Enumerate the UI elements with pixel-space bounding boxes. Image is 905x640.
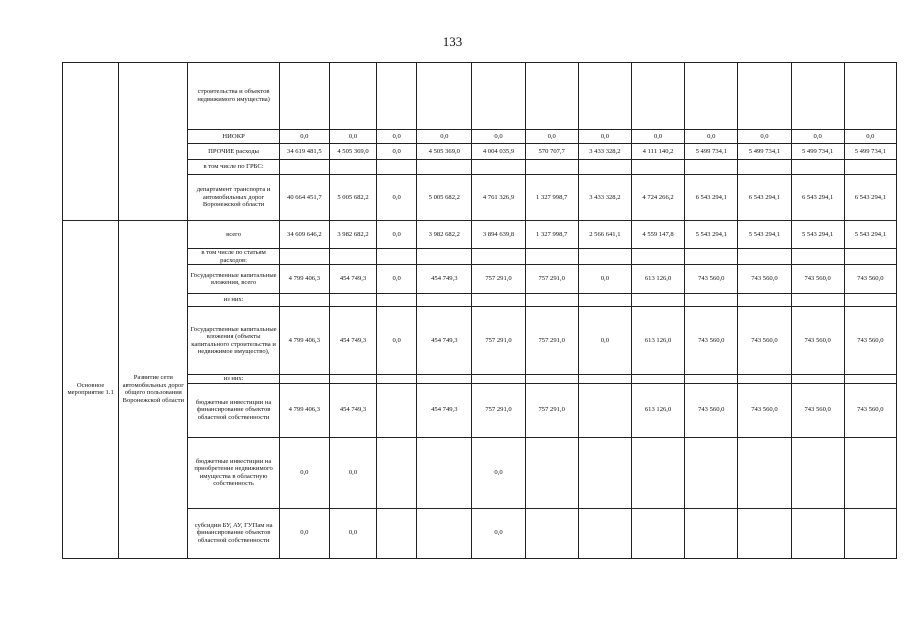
value-cell <box>578 437 631 508</box>
page-number: 133 <box>442 34 463 49</box>
value-cell: 454 749,3 <box>417 307 472 375</box>
value-cell: 3 894 639,8 <box>472 221 525 249</box>
value-cell: 3 982 682,2 <box>329 221 376 249</box>
value-cell: 0,0 <box>791 130 844 144</box>
value-cell: 613 126,0 <box>631 265 684 294</box>
value-cell: 0,0 <box>472 437 525 508</box>
value-cell <box>377 294 417 307</box>
value-cell: 570 707,7 <box>525 144 578 160</box>
value-cell <box>329 294 376 307</box>
value-cell: 0,0 <box>685 130 738 144</box>
value-cell <box>578 375 631 384</box>
value-cell: 34 619 481,5 <box>279 144 329 160</box>
value-cell <box>279 63 329 130</box>
value-cell: 4 505 369,0 <box>329 144 376 160</box>
value-cell: 743 560,0 <box>738 307 791 375</box>
table-row <box>63 437 897 508</box>
value-cell: 1 327 998,7 <box>525 221 578 249</box>
value-cell <box>738 249 791 265</box>
table-row <box>63 221 897 249</box>
value-cell: 4 799 406,3 <box>279 383 329 437</box>
value-cell: 4 799 406,3 <box>279 265 329 294</box>
value-cell: 0,0 <box>578 130 631 144</box>
value-cell <box>377 375 417 384</box>
value-cell <box>631 160 684 175</box>
value-cell: 3 982 682,2 <box>417 221 472 249</box>
value-cell: 757 291,0 <box>472 265 525 294</box>
row-label: всего <box>188 221 279 249</box>
value-cell <box>417 437 472 508</box>
value-cell <box>525 437 578 508</box>
value-cell: 743 560,0 <box>844 307 896 375</box>
value-cell: 0,0 <box>377 144 417 160</box>
value-cell <box>377 383 417 437</box>
value-cell: 0,0 <box>377 221 417 249</box>
value-cell <box>329 249 376 265</box>
value-cell: 454 749,3 <box>329 307 376 375</box>
value-cell <box>685 437 738 508</box>
value-cell: 0,0 <box>631 130 684 144</box>
value-cell <box>791 63 844 130</box>
value-cell <box>844 160 896 175</box>
value-cell <box>738 63 791 130</box>
table-row <box>63 294 897 307</box>
table-row <box>63 375 897 384</box>
value-cell <box>472 63 525 130</box>
value-cell <box>738 294 791 307</box>
table-row <box>63 144 897 160</box>
value-cell <box>417 375 472 384</box>
value-cell: 4 505 369,0 <box>417 144 472 160</box>
row-label: из них: <box>188 375 279 384</box>
value-cell: 0,0 <box>472 508 525 558</box>
table-row <box>63 130 897 144</box>
value-cell: 0,0 <box>279 508 329 558</box>
value-cell: 454 749,3 <box>417 265 472 294</box>
value-cell: 757 291,0 <box>472 383 525 437</box>
value-cell: 0,0 <box>329 130 376 144</box>
value-cell <box>472 160 525 175</box>
value-cell: 6 543 294,1 <box>738 175 791 221</box>
value-cell: 0,0 <box>377 130 417 144</box>
value-cell: 743 560,0 <box>738 265 791 294</box>
value-cell <box>685 160 738 175</box>
value-cell <box>738 437 791 508</box>
table-row <box>63 307 897 375</box>
value-cell: 6 543 294,1 <box>791 175 844 221</box>
row-label: департамент транспорта и автомобильных дорог Воронежской области <box>188 175 279 221</box>
value-cell: 0,0 <box>329 508 376 558</box>
value-cell <box>685 375 738 384</box>
row-label: в том числе по статьям расходов: <box>188 249 279 265</box>
value-cell <box>279 375 329 384</box>
row-label: из них: <box>188 294 279 307</box>
value-cell <box>329 160 376 175</box>
value-cell <box>417 294 472 307</box>
value-cell <box>472 294 525 307</box>
value-cell: 5 499 734,1 <box>791 144 844 160</box>
value-cell: 1 327 998,7 <box>525 175 578 221</box>
row-label: НИОКР <box>188 130 279 144</box>
value-cell <box>377 160 417 175</box>
row-label: субсидии БУ, АУ, ГУПам на финансирование объектов областной собственности <box>188 508 279 558</box>
value-cell: 3 433 328,2 <box>578 144 631 160</box>
value-cell: 454 749,3 <box>329 383 376 437</box>
value-cell <box>525 508 578 558</box>
value-cell <box>525 375 578 384</box>
value-cell: 4 799 406,3 <box>279 307 329 375</box>
value-cell: 5 543 294,1 <box>791 221 844 249</box>
value-cell: 5 005 682,2 <box>329 175 376 221</box>
value-cell: 4 559 147,8 <box>631 221 684 249</box>
value-cell <box>578 249 631 265</box>
value-cell <box>417 508 472 558</box>
value-cell: 0,0 <box>578 265 631 294</box>
value-cell <box>791 508 844 558</box>
value-cell <box>791 160 844 175</box>
value-cell <box>685 249 738 265</box>
value-cell <box>525 160 578 175</box>
table-row <box>63 160 897 175</box>
value-cell: 5 499 734,1 <box>844 144 896 160</box>
value-cell: 0,0 <box>377 175 417 221</box>
value-cell: 0,0 <box>279 437 329 508</box>
value-cell: 613 126,0 <box>631 307 684 375</box>
value-cell: 0,0 <box>578 307 631 375</box>
value-cell: 757 291,0 <box>525 265 578 294</box>
value-cell: 2 566 641,1 <box>578 221 631 249</box>
value-cell <box>844 63 896 130</box>
value-cell: 5 543 294,1 <box>844 221 896 249</box>
value-cell <box>377 508 417 558</box>
value-cell <box>525 249 578 265</box>
value-cell <box>329 375 376 384</box>
value-cell <box>279 160 329 175</box>
table-row <box>63 508 897 558</box>
value-cell <box>329 63 376 130</box>
row-label: бюджетные инвестиции на финансирование объектов областной собственности <box>188 383 279 437</box>
value-cell: 5 543 294,1 <box>738 221 791 249</box>
value-cell <box>844 508 896 558</box>
value-cell <box>578 160 631 175</box>
value-cell <box>791 375 844 384</box>
value-cell <box>578 383 631 437</box>
value-cell: 4 761 326,9 <box>472 175 525 221</box>
value-cell <box>417 63 472 130</box>
value-cell: 0,0 <box>844 130 896 144</box>
value-cell: 0,0 <box>377 307 417 375</box>
value-cell <box>844 375 896 384</box>
value-cell: 613 126,0 <box>631 383 684 437</box>
value-cell: 5 005 682,2 <box>417 175 472 221</box>
group-cell-2 <box>119 63 188 221</box>
value-cell: 743 560,0 <box>791 307 844 375</box>
row-label: в том числе по ГРБС: <box>188 160 279 175</box>
value-cell <box>791 249 844 265</box>
value-cell: 743 560,0 <box>791 265 844 294</box>
value-cell: 3 433 328,2 <box>578 175 631 221</box>
row-label: ПРОЧИЕ расходы <box>188 144 279 160</box>
value-cell: 5 499 734,1 <box>738 144 791 160</box>
value-cell: 0,0 <box>377 265 417 294</box>
main-event-cell: Основное мероприятие 1.1 <box>63 221 119 559</box>
value-cell: 743 560,0 <box>791 383 844 437</box>
value-cell: 6 543 294,1 <box>685 175 738 221</box>
value-cell: 743 560,0 <box>844 265 896 294</box>
value-cell <box>377 63 417 130</box>
value-cell <box>417 160 472 175</box>
value-cell <box>279 249 329 265</box>
value-cell <box>631 508 684 558</box>
value-cell: 743 560,0 <box>685 383 738 437</box>
value-cell: 0,0 <box>417 130 472 144</box>
value-cell: 454 749,3 <box>417 383 472 437</box>
value-cell: 743 560,0 <box>685 307 738 375</box>
main-event-name-cell: Развитие сети автомобильных дорог общего пользования Воронежской области <box>119 221 188 559</box>
row-label: Государственные капитальные вложения, всего <box>188 265 279 294</box>
value-cell <box>791 437 844 508</box>
value-cell <box>472 375 525 384</box>
value-cell: 757 291,0 <box>525 383 578 437</box>
value-cell <box>631 63 684 130</box>
value-cell <box>844 437 896 508</box>
table-row <box>63 175 897 221</box>
value-cell <box>578 508 631 558</box>
table-row <box>63 265 897 294</box>
value-cell <box>791 294 844 307</box>
value-cell: 40 664 451,7 <box>279 175 329 221</box>
value-cell: 6 543 294,1 <box>844 175 896 221</box>
row-label: бюджетные инвестиции на приобретение недвижимого имущества в областную собственность <box>188 437 279 508</box>
value-cell: 0,0 <box>472 130 525 144</box>
value-cell <box>631 437 684 508</box>
value-cell <box>631 249 684 265</box>
value-cell <box>377 437 417 508</box>
value-cell: 757 291,0 <box>472 307 525 375</box>
value-cell <box>844 294 896 307</box>
value-cell: 0,0 <box>525 130 578 144</box>
table-row <box>63 383 897 437</box>
value-cell: 4 111 140,2 <box>631 144 684 160</box>
value-cell <box>525 63 578 130</box>
value-cell <box>738 508 791 558</box>
value-cell <box>685 294 738 307</box>
value-cell: 743 560,0 <box>844 383 896 437</box>
row-label: Государственные капитальные вложения (объекты капитального строительства и недвижимое имущество), <box>188 307 279 375</box>
value-cell: 5 543 294,1 <box>685 221 738 249</box>
value-cell <box>279 294 329 307</box>
value-cell <box>738 375 791 384</box>
value-cell <box>417 249 472 265</box>
value-cell <box>738 160 791 175</box>
value-cell <box>685 63 738 130</box>
table-row <box>63 249 897 265</box>
group-cell-1 <box>63 63 119 221</box>
budget-table <box>62 62 897 559</box>
value-cell <box>844 249 896 265</box>
value-cell <box>685 508 738 558</box>
table-row <box>63 63 897 130</box>
value-cell <box>631 375 684 384</box>
value-cell: 4 004 035,9 <box>472 144 525 160</box>
value-cell: 0,0 <box>329 437 376 508</box>
value-cell: 743 560,0 <box>685 265 738 294</box>
value-cell: 0,0 <box>279 130 329 144</box>
value-cell: 757 291,0 <box>525 307 578 375</box>
value-cell: 454 749,3 <box>329 265 376 294</box>
row-label: строительства и объектов недвижимого имущества) <box>188 63 279 130</box>
value-cell: 743 560,0 <box>738 383 791 437</box>
value-cell: 0,0 <box>738 130 791 144</box>
value-cell: 4 724 266,2 <box>631 175 684 221</box>
value-cell <box>578 63 631 130</box>
value-cell <box>472 249 525 265</box>
value-cell: 5 499 734,1 <box>685 144 738 160</box>
value-cell <box>631 294 684 307</box>
value-cell <box>578 294 631 307</box>
value-cell <box>525 294 578 307</box>
value-cell: 34 609 646,2 <box>279 221 329 249</box>
value-cell <box>377 249 417 265</box>
